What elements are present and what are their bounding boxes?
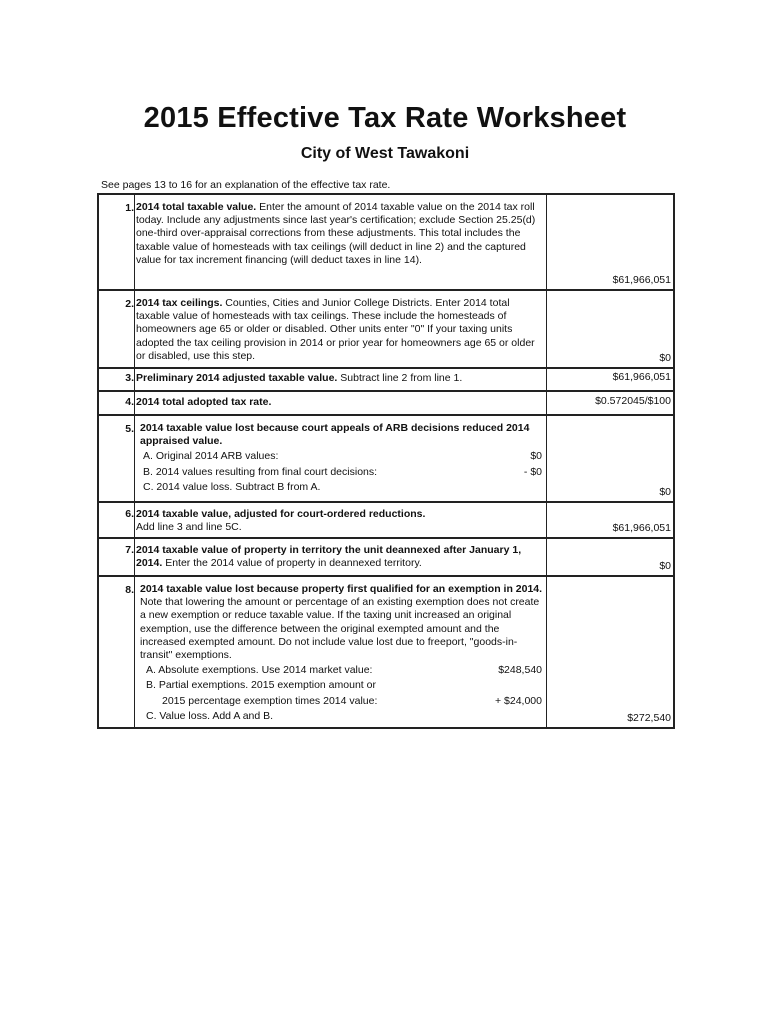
worksheet-line-2 xyxy=(99,289,673,367)
line-description xyxy=(135,392,547,414)
line-value: $0 xyxy=(659,560,671,572)
sub-line-label: 2015 percentage exemption times 2014 value: xyxy=(162,694,378,707)
line-value: $272,540 xyxy=(627,712,671,724)
line-heading: 2014 taxable value lost because court appeals of ARB decisions reduced 2014 appraised value. xyxy=(140,422,530,448)
line-text: Counties, Cities and Junior College Districts. Enter 2014 total taxable value of homesteads with tax ceilings. These include the homesteads of homeowners age 65 or older or disabled. Other units enter "0" If your taxing units adopted the tax ceiling provision in 2014 or prior year for homeowners age 65 or older or disabled, use this step. xyxy=(136,297,535,362)
line-value: $61,966,051 xyxy=(612,522,671,534)
sub-line-b xyxy=(136,466,544,479)
sub-line-b xyxy=(136,679,544,692)
line-value: $0 xyxy=(659,352,671,364)
sub-line-label: C. Value loss. Add A and B. xyxy=(146,709,274,722)
intro-text: See pages 13 to 16 for an explanation of the effective tax rate. xyxy=(101,179,391,191)
line-text: Subtract line 2 from line 1. xyxy=(337,372,463,384)
line-heading: 2014 taxable value lost because property first qualified for an exemption in 2014. xyxy=(140,583,543,595)
line-text: Note that lowering the amount or percentage of an existing exemption does not create a new exemption or reduce taxable value. If the taxing unit increased an original exemption, use the difference between the original exempted amount and the increased exempted amount. Do not include value lost due to freeport, "goods-in-transit" exemptions. xyxy=(140,596,540,662)
line-description xyxy=(135,577,547,727)
line-value: $0 xyxy=(659,486,671,498)
worksheet-line-5 xyxy=(99,414,673,501)
line-number: 2. xyxy=(99,291,135,367)
line-description xyxy=(135,291,547,367)
sub-line-c xyxy=(136,710,544,723)
line-heading: 2014 taxable value of property in territory the unit deannexed after January 1, 2014. xyxy=(136,544,522,570)
page-title: 2015 Effective Tax Rate Worksheet xyxy=(143,102,627,134)
worksheet-line-3 xyxy=(99,367,673,390)
worksheet-line-8 xyxy=(99,575,673,727)
line-description xyxy=(135,539,547,575)
line-description xyxy=(135,416,547,501)
line-number: 6. xyxy=(99,503,135,537)
sub-line-label: C. 2014 value loss. Subtract B from A. xyxy=(143,480,321,493)
line-value: $61,966,051 xyxy=(612,274,671,286)
line-value: $0.572045/$100 xyxy=(595,395,671,407)
worksheet-line-1 xyxy=(99,195,673,289)
line-number: 1. xyxy=(99,195,135,289)
worksheet-table xyxy=(97,193,675,729)
worksheet-line-7 xyxy=(99,537,673,575)
sub-line-label: A. Absolute exemptions. Use 2014 market value: xyxy=(146,664,373,677)
line-heading: 2014 total adopted tax rate. xyxy=(136,396,272,408)
sub-line-a xyxy=(136,664,544,677)
sub-line-value: $0 xyxy=(530,450,542,463)
sub-line-value: + $24,000 xyxy=(494,694,542,707)
line-value: $61,966,051 xyxy=(612,371,671,383)
sub-line-a xyxy=(136,450,544,463)
sub-line-label: B. 2014 values resulting from final court decisions: xyxy=(143,465,378,478)
line-number: 3. xyxy=(99,369,135,390)
line-number: 5. xyxy=(99,416,135,501)
line-number: 8. xyxy=(99,577,135,727)
sub-line-c xyxy=(136,481,544,494)
line-heading: 2014 total taxable value. xyxy=(136,201,257,213)
line-description xyxy=(135,195,547,289)
sub-line-label: A. Original 2014 ARB values: xyxy=(143,450,279,463)
worksheet-line-4 xyxy=(99,390,673,414)
line-heading: 2014 tax ceilings. xyxy=(136,297,223,309)
page-subtitle: City of West Tawakoni xyxy=(300,145,470,162)
line-number: 4. xyxy=(99,392,135,414)
line-text: Add line 3 and line 5C. xyxy=(136,521,242,534)
line-text: Enter the amount of 2014 taxable value on the 2014 tax roll today. Include any adjustments since last year's certification; exclude Section 25.25(d) one-third over-appraisal corrections from these adjustments. This total includes the taxable value of homesteads with tax ceilings (will deduct in line 2) and the captured value for tax increment financing (will deduct taxes in line 14). xyxy=(136,201,536,266)
line-description xyxy=(135,369,547,390)
sub-line-value: - $0 xyxy=(523,465,542,478)
line-heading: Preliminary 2014 adjusted taxable value. xyxy=(136,372,338,384)
sub-line-value: $248,540 xyxy=(498,664,542,677)
line-text: Enter the 2014 value of property in deannexed territory. xyxy=(162,557,422,570)
sub-line-b-cont xyxy=(136,695,544,708)
line-description xyxy=(135,503,547,537)
worksheet-line-6 xyxy=(99,501,673,537)
line-heading: 2014 taxable value, adjusted for court-ordered reductions. xyxy=(136,508,426,520)
line-number: 7. xyxy=(99,539,135,575)
sub-line-label: B. Partial exemptions. 2015 exemption amount or xyxy=(146,679,376,692)
